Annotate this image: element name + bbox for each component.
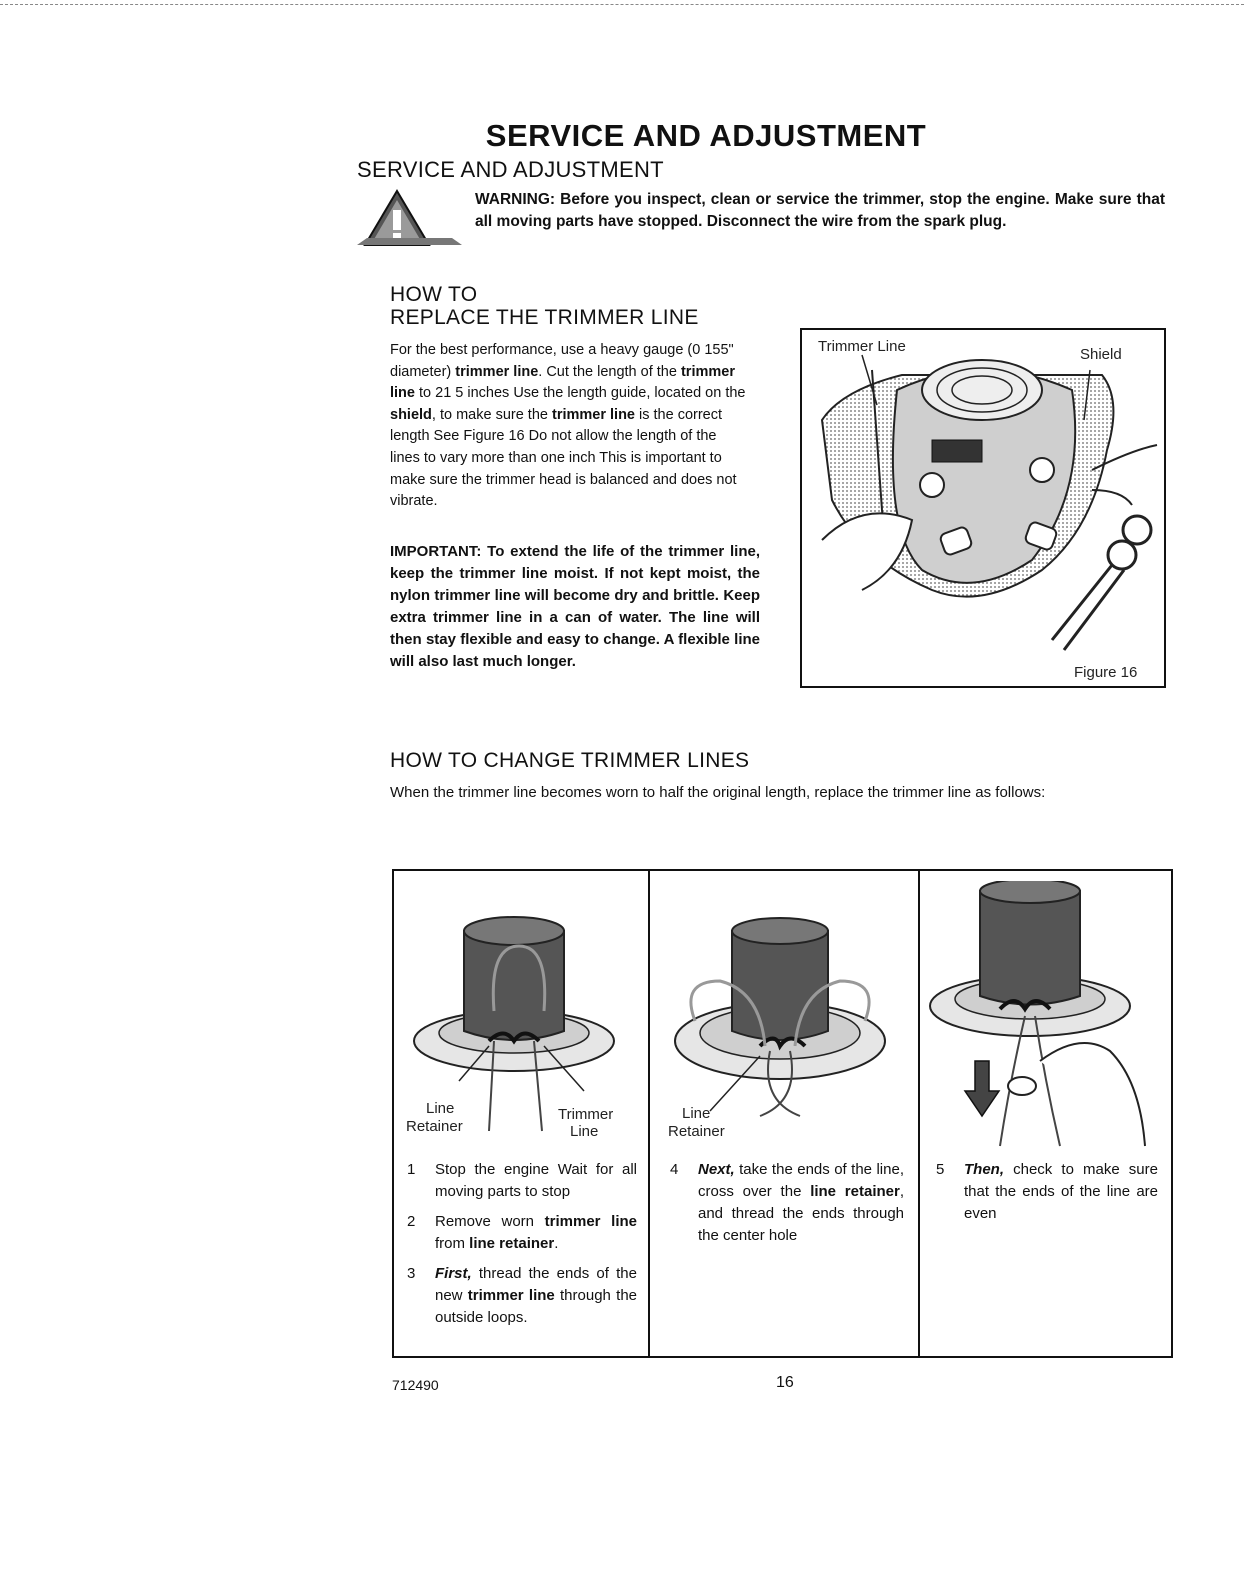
step-3: 3 First, thread the ends of the new trimmer line through the outside loops.: [407, 1265, 637, 1326]
page-number: 16: [776, 1374, 794, 1391]
label-trimmer-line-1b: Line: [570, 1123, 599, 1140]
change-heading: HOW TO CHANGE TRIMMER LINES: [390, 749, 750, 772]
figure-label-trimmer-line: Trimmer Line: [818, 338, 906, 355]
change-intro: When the trimmer line becomes worn to half the original length, replace the trimmer line as follows:: [390, 784, 1046, 801]
label-trimmer-line-1a: Trimmer: [558, 1106, 614, 1123]
figure-16: [800, 328, 1166, 688]
replace-heading-line1: HOW TO: [390, 283, 478, 306]
step-5: 5 Then, check to make sure that the ends of the line are even: [936, 1161, 1158, 1222]
scan-top-edge: [0, 4, 1244, 7]
section-title: SERVICE AND ADJUSTMENT: [357, 157, 664, 182]
warning-text: WARNING: Before you inspect, clean or service the trimmer, stop the engine. Make sure that all moving parts have stopped. Disconnect the wire from the spark plug.: [475, 191, 1165, 230]
step-2: 2 Remove worn trimmer line from line retainer.: [407, 1213, 637, 1252]
label-line-retainer-2b: Retainer: [668, 1123, 725, 1140]
step-1: 1 Stop the engine Wait for all moving parts to stop: [407, 1161, 637, 1200]
replace-heading-line2: REPLACE THE TRIMMER LINE: [390, 306, 699, 329]
step-panel-2: [650, 871, 920, 1356]
step-panel-3: [920, 871, 1173, 1356]
warning-icon: [357, 188, 462, 248]
part-number: 712490: [392, 1377, 439, 1393]
steps-table: [392, 869, 1173, 1358]
replace-paragraph: For the best performance, use a heavy gauge (0 155" diameter) trimmer line. Cut the length of the trimmer line to 21 5 inches Use the length guide, located on the shield, to make sure the trimmer line is the correct length See Figure 16 Do not allow the length of the lines to vary more than one inch This is important to make sure the trimmer head is balanced and does not vibrate.: [390, 342, 746, 510]
step-panel-1: [394, 871, 650, 1356]
page-title: SERVICE AND ADJUSTMENT: [485, 118, 927, 153]
label-line-retainer-1a: Line: [426, 1100, 455, 1117]
label-line-retainer-1b: Retainer: [406, 1118, 463, 1135]
label-line-retainer-2a: Line: [682, 1105, 711, 1122]
figure-caption: Figure 16: [1074, 664, 1138, 681]
important-note: IMPORTANT: To extend the life of the trimmer line, keep the trimmer line moist. If not kept moist, the nylon trimmer line will become dry and brittle. Keep extra trimmer line in a can of water. The line will then stay flexible and easy to change. A flexible line will also last much longer.: [390, 543, 760, 670]
line-retainer-illustration-3: [920, 881, 1170, 1151]
figure-label-shield: Shield: [1080, 346, 1122, 363]
trimmer-head-illustration: [802, 330, 1164, 686]
step-4: 4 Next, take the ends of the line, cross over the line retainer, and thread the ends through the center hole: [670, 1161, 904, 1244]
